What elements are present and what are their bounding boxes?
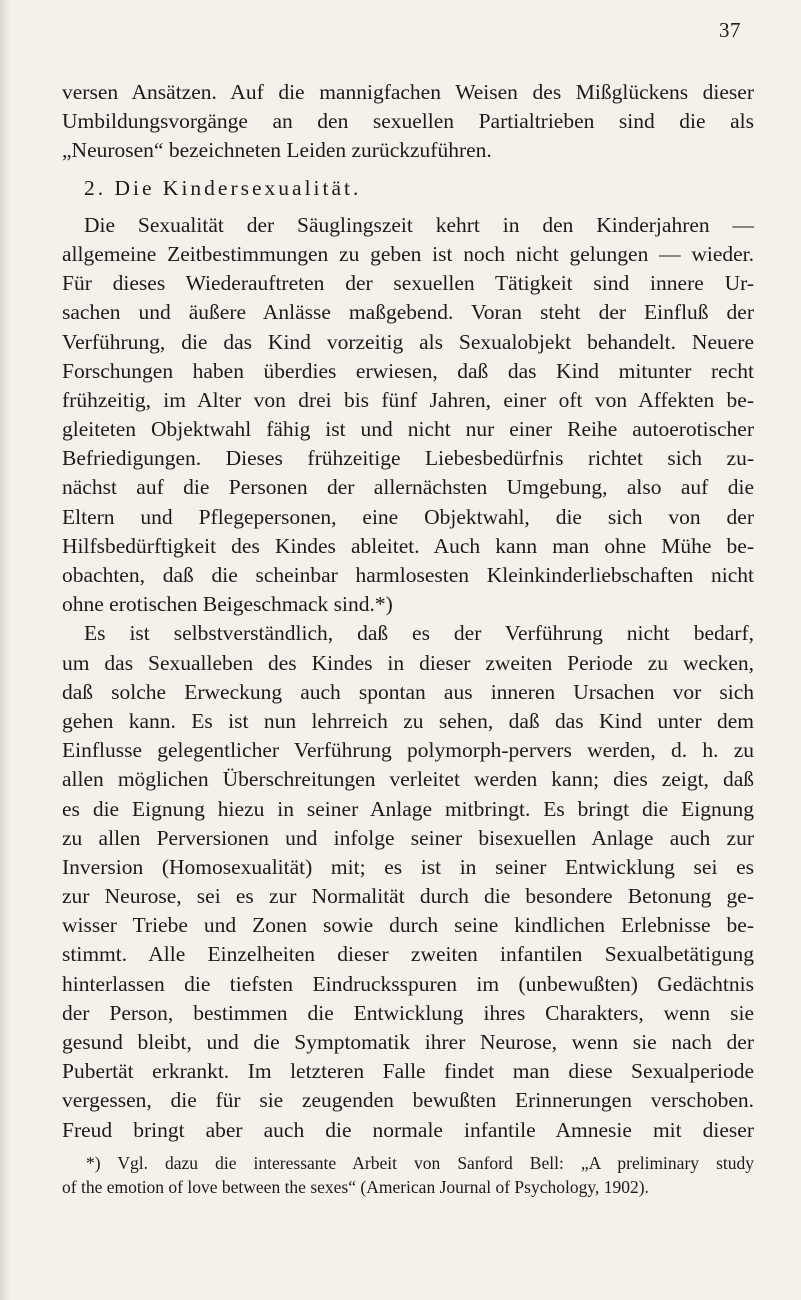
text-line: Inversion (Homosexualität) mit; es ist in seiner Entwicklung sei es [62,854,754,879]
text-line: Befriedigungen. Dieses frühzeitige Liebesbedürfnis richtet sich zu- [62,446,754,471]
text-line: Einflusse gelegentlicher Verführung polymorph-pervers werden, d. h. zu [62,738,754,763]
text-line: wisser Triebe und Zonen sowie durch seine kindlichen Erlebnisse be- [62,913,754,938]
text-line: zu allen Perversionen und infolge seiner bisexuellen Anlage auch zur [62,825,754,850]
text-line: zur Neurose, sei es zur Normalität durch die besondere Betonung ge- [62,884,754,909]
section-heading: 2. Die Kindersexualität. [84,175,362,200]
text-line: gehen kann. Es ist nun lehrreich zu sehen, daß das Kind unter dem [62,708,754,733]
text-line: Forschungen haben überdies erwiesen, daß das Kind mitunter recht [62,358,754,383]
text-line: hinterlassen die tiefsten Eindrucksspuren im (unbewußten) Gedächtnis [62,971,754,996]
text-line: allen möglichen Überschreitungen verleitet werden kann; dies zeigt, daß [62,767,754,792]
text-line: frühzeitig, im Alter von drei bis fünf Jahren, einer oft von Affekten be- [62,387,754,412]
footnote-line: of the emotion of love between the sexes“ (American Journal of Psychology, 1902). [62,1177,649,1197]
body-text [62,78,754,1145]
page-edge-shadow [0,0,10,1300]
page-number: 37 [719,18,741,42]
text-line: gesund bleibt, und die Symptomatik ihrer Neurose, wenn sie nach der [62,1030,754,1054]
text-line: Freud bringt aber auch die normale infantile Amnesie mit dieser [62,1117,754,1142]
text-line: obachten, daß die scheinbar harmlosesten Kleinkinderliebschaften nicht [62,563,754,587]
footnote [62,1151,754,1199]
text-line: versen Ansätzen. Auf die mannigfachen Weisen des Mißglückens dieser [62,80,754,104]
text-line: Für dieses Wiederauftreten der sexuellen Tätigkeit sind innere Ur- [62,271,754,296]
text-line: daß solche Erweckung auch spontan aus inneren Ursachen vor sich [62,679,754,704]
text-line: Hilfsbedürftigkeit des Kindes ableitet. Auch kann man ohne Mühe be- [62,533,754,558]
text-line: um das Sexualleben des Kindes in dieser zweiten Periode zu wecken, [62,650,754,675]
text-line: es die Eignung hiezu in seiner Anlage mitbringt. Es bringt die Eignung [62,796,754,821]
text-line: vergessen, die für sie zeugenden bewußten Erinnerungen verschoben. [62,1088,754,1113]
text-line: ohne erotischen Beigeschmack sind.*) [62,592,393,617]
text-line: stimmt. Alle Einzelheiten dieser zweiten infantilen Sexualbetätigung [62,942,754,967]
text-line: Pubertät erkrankt. Im letzteren Falle findet man diese Sexualperiode [62,1059,754,1084]
text-line: gleiteten Objektwahl fähig ist und nicht nur einer Reihe autoerotischer [62,417,754,442]
text-line: Die Sexualität der Säuglingszeit kehrt in den Kinderjahren — [84,212,754,237]
text-line: allgemeine Zeitbestimmungen zu geben ist noch nicht gelungen — wieder. [62,241,754,266]
text-line: sachen und äußere Anlässe maßgebend. Voran steht der Einfluß der [62,300,754,325]
footnote-line: *) Vgl. dazu die interessante Arbeit von Sanford Bell: „A preliminary study [86,1153,754,1173]
text-line: nächst auf die Personen der allernächsten Umgebung, also auf die [62,475,754,500]
text-line: der Person, bestimmen die Entwicklung ihres Charakters, wenn sie [62,1000,754,1025]
text-line: Umbildungsvorgänge an den sexuellen Partialtrieben sind die als [62,109,754,134]
text-line: Eltern und Pflegepersonen, eine Objektwahl, die sich von der [62,504,754,529]
text-line: Es ist selbstverständlich, daß es der Verführung nicht bedarf, [84,621,754,646]
text-line: Verführung, die das Kind vorzeitig als Sexualobjekt behandelt. Neuere [62,329,754,354]
text-line: „Neurosen“ bezeichneten Leiden zurückzuführen. [62,138,492,163]
